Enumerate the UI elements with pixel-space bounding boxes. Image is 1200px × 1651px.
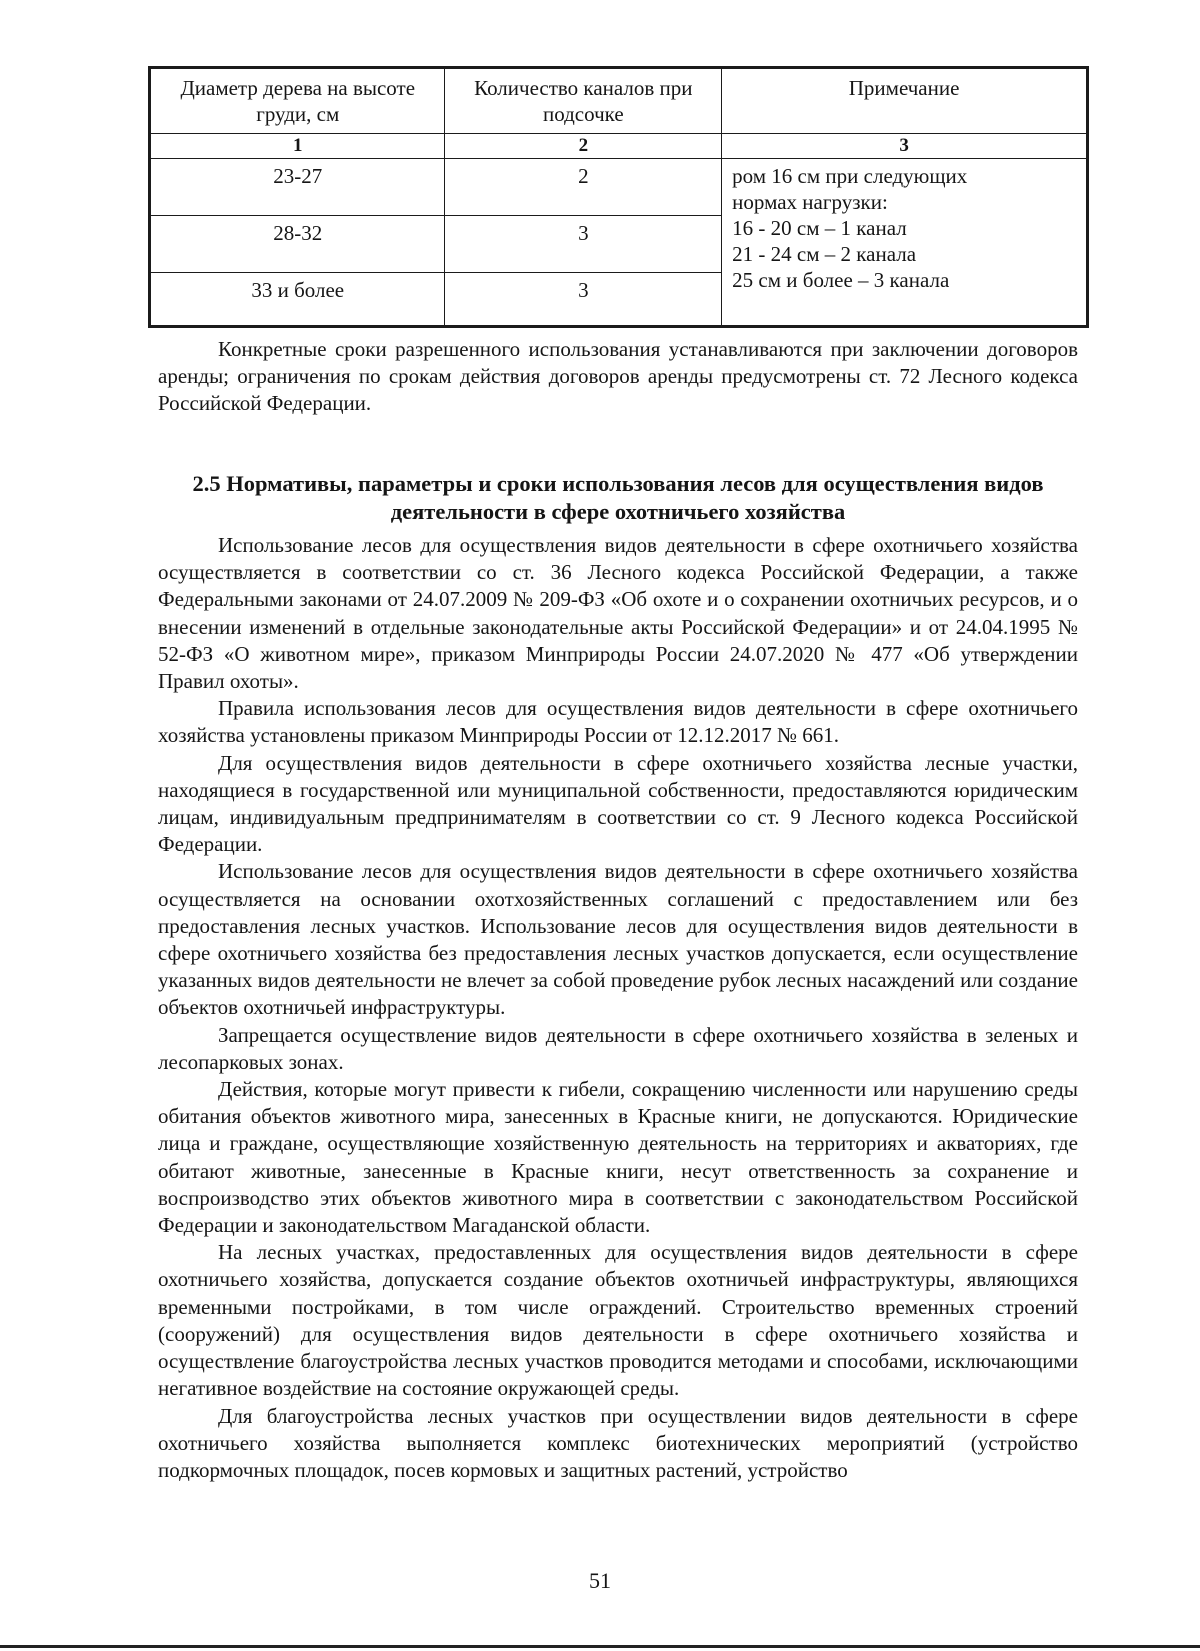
header-channels: Количество каналов при подсочке bbox=[445, 68, 722, 134]
paragraph: Правила использования лесов для осуществления видов деятельности в сфере охотничьего хозяйства установлены приказом Минприроды России от 12.12.2017 № 661. bbox=[158, 696, 1078, 748]
note-line: ром 16 см при следующих bbox=[732, 164, 968, 188]
channels-cell: 2 bbox=[445, 159, 722, 216]
paragraph: Использование лесов для осуществления видов деятельности в сфере охотничьего хозяйства осуществляется на основании охотхозяйственных соглашений с предоставлением или без предоставления лесных участков. Использование лесов для осуществления видов деятельности в сфере охотничьего хозяйства без предоставления лесных участков допускается, если осуществление указанных видов деятельности не влечет за собой проведение рубок лесных насаждений или создание объектов охотничьей инфраструктуры. bbox=[158, 859, 1078, 1020]
spec-table-container bbox=[148, 66, 1089, 328]
note-line: 16 - 20 см – 1 канал bbox=[732, 216, 907, 240]
note-cell bbox=[722, 159, 1088, 327]
paragraph: Использование лесов для осуществления видов деятельности в сфере охотничьего хозяйства осуществляется в соответствии со ст. 36 Лесного кодекса Российской Федерации, а также Федеральными законами от 24.07.2009 № 209-ФЗ «Об охоте и о сохранении охотничьих ресурсов, и о внесении изменений в отдельные законодательные акты Российской Федерации» и от 24.04.1995 № 52-ФЗ «О животном мире», приказом Минприроды России 24.07.2020 № 477 «Об утверждении Правил охоты». bbox=[158, 533, 1078, 694]
paragraph: Запрещается осуществление видов деятельности в сфере охотничьего хозяйства в зеленых и лесопарковых зонах. bbox=[158, 1022, 1078, 1074]
table-row bbox=[150, 159, 1088, 216]
paragraph: Для осуществления видов деятельности в сфере охотничьего хозяйства лесные участки, находящиеся в государственной или муниципальной собственности, предоставляются юридическим лицам, индивидуальным предпринимателям в соответствии со ст. 9 Лесного кодекса Российской Федерации. bbox=[158, 750, 1078, 857]
paragraph: Для благоустройства лесных участков при осуществлении видов деятельности в сфере охотничьего хозяйства выполняется комплекс биотехнических мероприятий (устройство подкормочных площадок, посев кормовых и защитных растений, устройство bbox=[158, 1403, 1078, 1482]
column-number: 3 bbox=[722, 134, 1088, 159]
diameter-cell: 28-32 bbox=[150, 216, 445, 273]
bottom-rule bbox=[0, 1645, 1200, 1648]
tapping-channels-table bbox=[148, 66, 1089, 328]
column-number: 2 bbox=[445, 134, 722, 159]
channels-cell: 3 bbox=[445, 273, 722, 327]
header-diameter: Диаметр дерева на высоте груди, см bbox=[150, 68, 445, 134]
paragraph: На лесных участках, предоставленных для осуществления видов деятельности в сфере охотничьего хозяйства, допускается создание объектов охотничьей инфраструктуры, являющихся временными постройками, в том числе ограждений. Строительство временных строений (сооружений) для осуществления видов деятельности в сфере охотничьего хозяйства и осуществление благоустройства лесных участков проводится методами и способами, исключающими негативное воздействие на состояние окружающей среды. bbox=[158, 1240, 1078, 1401]
channels-cell: 3 bbox=[445, 216, 722, 273]
diameter-cell: 33 и более bbox=[150, 273, 445, 327]
paragraph: Конкретные сроки разрешенного использования устанавливаются при заключении договоров аренды; ограничения по срокам действия договоров аренды предусмотрены ст. 72 Лесного кодекса Российской Федерации. bbox=[158, 337, 1078, 416]
header-note: Примечание bbox=[722, 68, 1088, 134]
diameter-cell: 23-27 bbox=[150, 159, 445, 216]
column-number-row bbox=[150, 134, 1088, 159]
table-header-row bbox=[150, 68, 1088, 134]
note-line: 25 см и более – 3 канала bbox=[732, 268, 950, 292]
note-line: нормах нагрузки: bbox=[732, 190, 888, 214]
section-body bbox=[158, 532, 1078, 1484]
column-number: 1 bbox=[150, 134, 445, 159]
section-heading: 2.5 Нормативы, параметры и сроки использования лесов для осуществления видов деятельности в сфере охотничьего хозяйства bbox=[192, 471, 1044, 524]
note-line: 21 - 24 см – 2 канала bbox=[732, 242, 917, 266]
intro-text bbox=[158, 336, 1078, 418]
paragraph: Действия, которые могут привести к гибели, сокращению численности или нарушению среды обитания объектов животного мира, занесенных в Красные книги, не допускаются. Юридические лица и граждане, осуществляющие хозяйственную деятельность на территориях и акваториях, где обитают животные, занесенные в Красные книги, несут ответственность за сохранение и воспроизводство этих объектов животного мира в соответствии с законодательством Российской Федерации и законодательством Магаданской области. bbox=[158, 1077, 1078, 1238]
page-number: 51 bbox=[589, 1568, 611, 1593]
